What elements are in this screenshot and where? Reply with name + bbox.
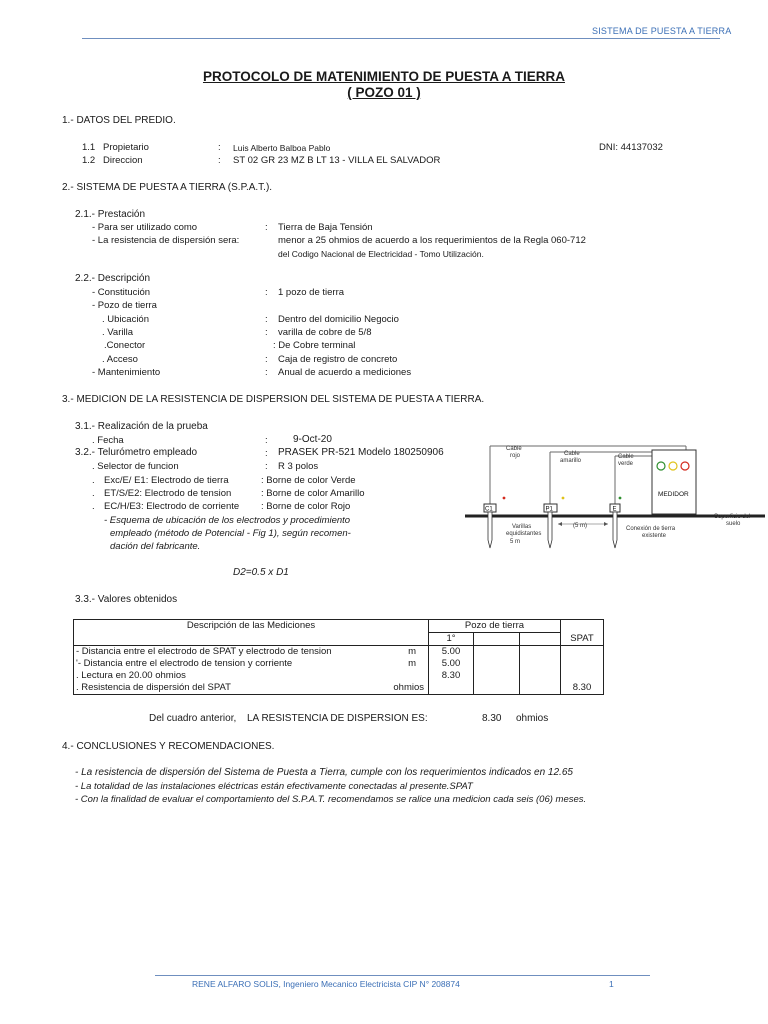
row-spat [561,658,604,670]
procedure-note-line-2: empleado (método de Potencial - Fig 1), según recomen- [110,528,351,539]
header-empty [520,633,561,646]
row-value-1: 8.30 [429,670,474,682]
electrode-e-label: E [612,506,617,513]
electrode-dot: . [92,475,95,486]
electrode-value: : Borne de color Verde [261,475,356,486]
row-empty [474,682,520,695]
result-unit: ohmios [516,713,549,724]
resistance-req-value-1: menor a 25 ohmios de acuerdo a los requerimientos de la Regla 060-712 [278,235,586,246]
footer-page-number: 1 [609,979,614,989]
desc-sep: : [265,354,268,365]
measurements-table [73,619,604,695]
desc-sep: : [265,287,268,298]
desc-value: 1 pozo de tierra [278,287,345,298]
conclusion-item: - La totalidad de las instalaciones eléctricas están efectivamente conectadas al presente.SPAT [75,781,473,792]
desc-value: : De Cobre terminal [273,340,356,351]
selector-label: . Selector de funcion [92,461,179,472]
header-empty [474,633,520,646]
dist-arrow-right [604,522,608,526]
header-pozo-1: 1° [429,633,474,646]
rods-label: Varillas equidistantes 5 m [506,524,542,545]
procedure-note-line-3: dación del fabricante. [110,541,201,552]
row-spat: 8.30 [561,682,604,695]
row-empty [520,682,561,695]
owner-num: 1.1 [82,142,96,153]
desc-value: varilla de cobre de 5/8 [278,327,372,338]
subsection-2-2: 2.2.- Descripción [75,273,151,284]
desc-label: - Constitución [92,287,151,298]
cable-green-label: Cable verde [618,454,634,467]
electrode-p1-label: P1 [545,506,553,513]
electrode-c1-dot [503,497,506,500]
row-value-1 [429,682,474,695]
dist-arrow-left [558,522,562,526]
row-empty [474,646,520,659]
electrode-e-rod [613,512,617,548]
date-value: 9-Oct-20 [293,434,332,445]
use-value: Tierra de Baja Tensión [278,222,373,233]
row-value-1: 5.00 [429,658,474,670]
owner-label: Propietario [103,142,149,153]
cable-yellow-label: Cable amarillo [560,451,582,464]
desc-sep: : [265,314,268,325]
meter-label: MEDIDOR [658,491,689,498]
address-label: Direccion [103,155,143,166]
desc-sep: : [265,327,268,338]
desc-sep: : [265,367,268,378]
meter-sep: : [265,448,268,459]
electrode-c1-rod [488,512,492,548]
row-spat [561,646,604,659]
footer-rule [155,975,650,976]
row-empty [474,670,520,682]
distance-formula: D2=0.5 x D1 [233,567,289,578]
desc-value: Caja de registro de concreto [278,354,398,365]
row-description: . Lectura en 20.00 ohmios [74,670,429,682]
section-4-heading: 4.- CONCLUSIONES Y RECOMENDACIONES. [62,741,275,752]
row-empty [520,670,561,682]
row-empty [520,658,561,670]
row-description: - Distancia entre el electrodo de SPAT y electrodo de tension m [74,646,429,659]
meter-value: PRASEK PR-521 Modelo 180250906 [278,447,444,458]
header-pozo: Pozo de tierra [429,620,561,633]
footer-author: RENE ALFARO SOLIS, Ingeniero Mecanico Electricista CIP N° 208874 [192,979,460,989]
date-sep: : [265,435,268,446]
surface-label: Superficie del suelo [714,514,751,527]
electrode-dot: . [92,488,95,499]
electrode-dot: . [92,501,95,512]
desc-label: .Conector [104,340,146,351]
electrode-label: Exc/E/ E1: Electrodo de tierra [104,475,229,486]
section-3-heading: 3.- MEDICION DE LA RESISTENCIA DE DISPERSION DEL SISTEMA DE PUESTA A TIERRA. [62,394,485,405]
table-row [74,658,604,670]
desc-label: - Pozo de tierra [92,300,157,311]
desc-value: Dentro del domicilio Negocio [278,314,399,325]
address-value: ST 02 GR 23 MZ B LT 13 - VILLA EL SALVADOR [233,155,441,166]
procedure-note-line-1: - Esquema de ubicación de los electrodos y procedimiento [104,515,351,526]
section-1-heading: 1.- DATOS DEL PREDIO. [62,115,176,126]
selector-sep: : [265,461,268,472]
dist-label: (5 m) [573,523,587,529]
selector-value: R 3 polos [278,461,319,472]
row-spat [561,670,604,682]
use-sep: : [265,222,268,233]
electrode-c1-label: C1 [485,506,493,513]
owner-value: Luis Alberto Balboa Pablo [233,143,331,153]
electrode-e-dot [619,497,622,500]
desc-value: Anual de acuerdo a mediciones [278,367,412,378]
row-description: '- Distancia entre el electrodo de tension y corriente m [74,658,429,670]
table-row [74,646,604,659]
header-spat: SPAT [561,620,604,646]
address-num: 1.2 [82,155,96,166]
meter-box [652,450,696,514]
resistance-req-value-2: del Codigo Nacional de Electricidad - Tomo Utilización. [278,249,484,259]
electrode-label: EC/H/E3: Electrodo de corriente [104,501,240,512]
subsection-2-1: 2.1.- Prestación [75,209,146,220]
meter-terminal-red [681,462,689,470]
table-row [74,670,604,682]
cable-red-label: Cable rojo [506,446,522,459]
section-2-heading: 2.- SISTEMA DE PUESTA A TIERRA (S.P.A.T.). [62,182,273,193]
result-prefix: Del cuadro anterior, [149,713,237,724]
electrode-diagram [460,438,768,553]
subsection-3-2: 3.2.- Telurómetro empleado [75,447,198,458]
row-empty [474,658,520,670]
result-text: LA RESISTENCIA DE DISPERSION ES: [247,713,428,724]
electrode-label: ET/S/E2: Electrodo de tension [104,488,232,499]
conclusion-item: - La resistencia de dispersión del Sistema de Puesta a Tierra, cumple con los requerimientos indicados en 12.65 [75,767,573,778]
existing-ground-label: Conexión de tierra existente [626,526,676,539]
result-value: 8.30 [482,713,502,724]
resistance-req-label: - La resistencia de dispersión sera: [92,235,240,246]
page-header-title: SISTEMA DE PUESTA A TIERRA [592,26,732,36]
document-title: PROTOCOLO DE MATENIMIENTO DE PUESTA A TIERRA [202,69,565,84]
subsection-3-1: 3.1.- Realización de la prueba [75,421,208,432]
address-sep: : [218,155,221,166]
row-description: . Resistencia de dispersión del SPAT ohmios [74,682,429,695]
table-row [74,682,604,695]
conclusion-item: - Con la finalidad de evaluar el comportamiento del S.P.A.T. recomendamos se ralice una medicion cada seis (06) meses. [75,794,587,805]
desc-label: - Mantenimiento [92,367,161,378]
row-empty [520,646,561,659]
subsection-3-3: 3.3.- Valores obtenidos [75,594,178,605]
use-label: - Para ser utilizado como [92,222,198,233]
header-description: Descripción de las Mediciones [74,620,429,646]
electrode-p1-rod [548,512,552,548]
table-header-row [74,620,604,633]
meter-terminal-green [657,462,665,470]
desc-label: . Acceso [102,354,138,365]
desc-label: . Ubicación [102,314,149,325]
document-subtitle: ( POZO 01 ) [347,85,421,100]
owner-sep: : [218,142,221,153]
electrode-p1-dot [562,497,565,500]
meter-terminal-yellow [669,462,677,470]
electrode-value: : Borne de color Rojo [261,501,351,512]
desc-label: . Varilla [102,327,133,338]
owner-dni: DNI: 44137032 [599,142,663,153]
date-label: . Fecha [92,435,124,446]
electrode-value: : Borne de color Amarillo [261,488,365,499]
header-rule [82,38,720,39]
row-value-1: 5.00 [429,646,474,659]
